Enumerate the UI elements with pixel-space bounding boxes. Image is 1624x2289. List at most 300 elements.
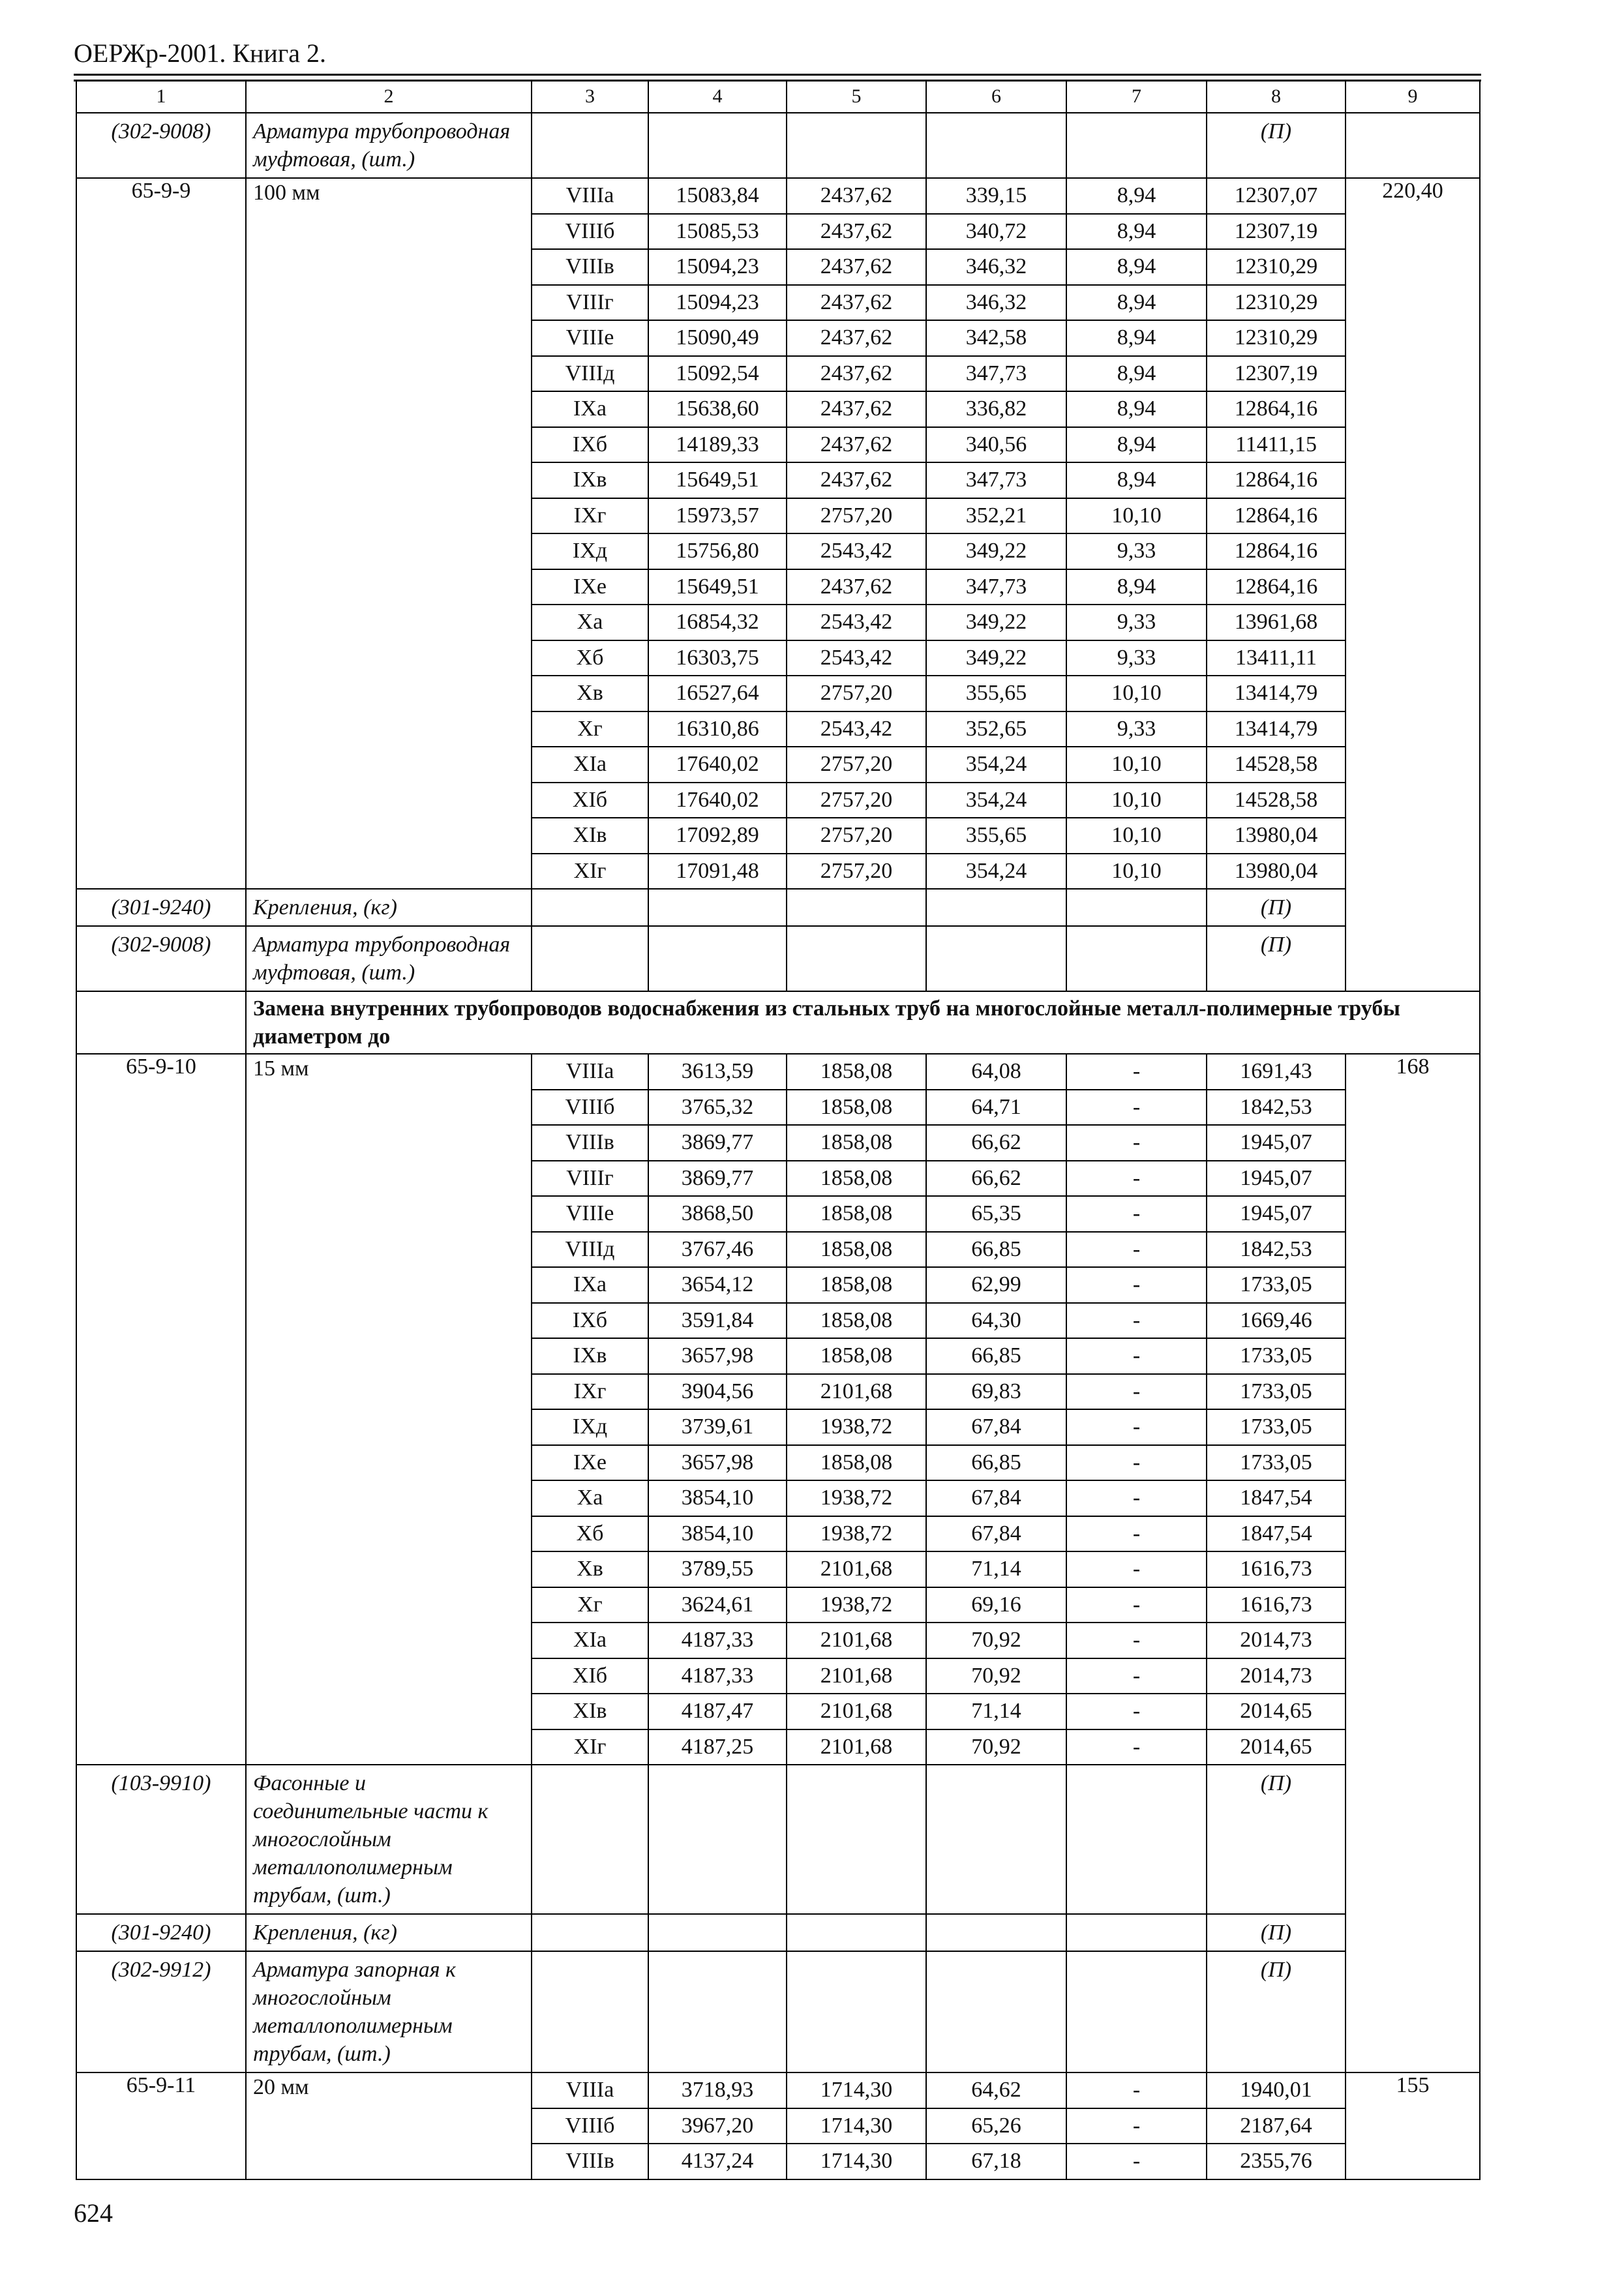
- value-col5: 2437,62: [787, 178, 926, 214]
- value-col4: 15094,23: [648, 249, 787, 285]
- value-col4: 3868,50: [648, 1196, 787, 1232]
- document-header: ОЕРЖр-2001. Книга 2.: [74, 38, 326, 68]
- zone-cell: XIв: [532, 818, 648, 854]
- value-col5: 2757,20: [787, 783, 926, 818]
- empty-cell: [648, 1951, 787, 2072]
- value-col6: 64,71: [926, 1090, 1066, 1126]
- resource-code: (301-9240): [76, 1914, 246, 1951]
- value-col7: -: [1066, 1303, 1207, 1339]
- column-number: 3: [532, 80, 648, 113]
- value-col4: 3657,98: [648, 1338, 787, 1374]
- resource-code: (103-9910): [76, 1765, 246, 1914]
- empty-cell: [532, 926, 648, 991]
- value-col6: 347,73: [926, 356, 1066, 392]
- value-col4: 4187,25: [648, 1729, 787, 1765]
- value-col6: 67,84: [926, 1480, 1066, 1516]
- value-col7: -: [1066, 1516, 1207, 1552]
- value-col5: 2437,62: [787, 462, 926, 498]
- value-col6: 66,62: [926, 1125, 1066, 1161]
- zone-cell: Xа: [532, 605, 648, 640]
- rate-name: 20 мм: [246, 2072, 532, 2179]
- value-col6: 65,35: [926, 1196, 1066, 1232]
- zone-cell: XIа: [532, 1623, 648, 1658]
- value-col5: 1858,08: [787, 1303, 926, 1339]
- rate-name: 100 мм: [246, 178, 532, 889]
- resource-mark: (П): [1207, 1951, 1346, 2072]
- value-col7: -: [1066, 1445, 1207, 1481]
- resource-row: [76, 1765, 1480, 1914]
- empty-cell: [787, 1914, 926, 1951]
- page-number: 624: [74, 2198, 113, 2228]
- value-col7: -: [1066, 1409, 1207, 1445]
- resource-name: Крепления, (кг): [246, 1914, 532, 1951]
- value-col7: 8,94: [1066, 462, 1207, 498]
- empty-cell: [1066, 1914, 1207, 1951]
- value-col7: -: [1066, 1374, 1207, 1410]
- value-col8: 12310,29: [1207, 285, 1346, 321]
- value-col4: 16310,86: [648, 711, 787, 747]
- resource-mark: (П): [1207, 889, 1346, 926]
- value-col5: 2437,62: [787, 427, 926, 463]
- resource-mark: (П): [1207, 926, 1346, 991]
- zone-cell: IXв: [532, 462, 648, 498]
- value-col5: 2543,42: [787, 711, 926, 747]
- empty-cell: [648, 1914, 787, 1951]
- value-col7: 8,94: [1066, 569, 1207, 605]
- resource-mark: (П): [1207, 1914, 1346, 1951]
- value-col7: 10,10: [1066, 676, 1207, 711]
- value-col4: 14189,33: [648, 427, 787, 463]
- value-col4: 3739,61: [648, 1409, 787, 1445]
- value-col4: 3789,55: [648, 1551, 787, 1587]
- value-col5: 2101,68: [787, 1694, 926, 1729]
- value-col8: 2014,73: [1207, 1658, 1346, 1694]
- value-col7: -: [1066, 1196, 1207, 1232]
- value-col6: 69,16: [926, 1587, 1066, 1623]
- value-col5: 2101,68: [787, 1374, 926, 1410]
- value-col4: 3657,98: [648, 1445, 787, 1481]
- value-col5: 1858,08: [787, 1196, 926, 1232]
- value-col8: 13980,04: [1207, 854, 1346, 890]
- zone-cell: XIг: [532, 854, 648, 890]
- value-col7: 8,94: [1066, 249, 1207, 285]
- zone-cell: VIIIв: [532, 249, 648, 285]
- value-col6: 66,62: [926, 1161, 1066, 1197]
- value-col5: 1858,08: [787, 1161, 926, 1197]
- value-col4: 17092,89: [648, 818, 787, 854]
- value-col8: 1945,07: [1207, 1161, 1346, 1197]
- value-col7: 10,10: [1066, 854, 1207, 890]
- value-col6: 62,99: [926, 1267, 1066, 1303]
- value-col4: 15973,57: [648, 498, 787, 534]
- empty-cell: [926, 889, 1066, 926]
- value-col8: 12864,16: [1207, 462, 1346, 498]
- zone-cell: VIIIб: [532, 1090, 648, 1126]
- value-col5: 2757,20: [787, 498, 926, 534]
- value-col4: 17091,48: [648, 854, 787, 890]
- value-col5: 1714,30: [787, 2144, 926, 2179]
- value-col8: 11411,15: [1207, 427, 1346, 463]
- value-col4: 15094,23: [648, 285, 787, 321]
- value-col4: 4187,33: [648, 1623, 787, 1658]
- zone-cell: XIа: [532, 747, 648, 783]
- zone-cell: XIг: [532, 1729, 648, 1765]
- value-col6: 71,14: [926, 1551, 1066, 1587]
- column-number: 6: [926, 80, 1066, 113]
- value-col6: 70,92: [926, 1658, 1066, 1694]
- value-col7: -: [1066, 2072, 1207, 2108]
- empty-cell: [1066, 889, 1207, 926]
- value-col6: 340,72: [926, 214, 1066, 250]
- value-col8: 1847,54: [1207, 1516, 1346, 1552]
- zone-cell: VIIIд: [532, 1232, 648, 1268]
- value-col4: 3718,93: [648, 2072, 787, 2108]
- value-col4: 15083,84: [648, 178, 787, 214]
- header-rule-top: [74, 74, 1481, 76]
- empty-cell: [926, 1951, 1066, 2072]
- zone-cell: IXе: [532, 569, 648, 605]
- value-col5: 1858,08: [787, 1445, 926, 1481]
- value-col7: -: [1066, 1338, 1207, 1374]
- value-col8: 13414,79: [1207, 711, 1346, 747]
- zone-cell: VIIIа: [532, 2072, 648, 2108]
- empty-cell: [648, 113, 787, 178]
- empty-cell: [926, 1914, 1066, 1951]
- value-col6: 67,84: [926, 1409, 1066, 1445]
- value-col5: 1938,72: [787, 1409, 926, 1445]
- value-col8: 2187,64: [1207, 2108, 1346, 2144]
- column-number-row: [76, 80, 1480, 113]
- value-col4: 3765,32: [648, 1090, 787, 1126]
- zone-cell: IXе: [532, 1445, 648, 1481]
- rate-code: 65-9-11: [76, 2072, 246, 2179]
- resource-code: (302-9912): [76, 1951, 246, 2072]
- value-col5: 2757,20: [787, 676, 926, 711]
- zone-cell: IXа: [532, 1267, 648, 1303]
- value-col6: 70,92: [926, 1729, 1066, 1765]
- value-col8: 1691,43: [1207, 1054, 1346, 1090]
- column-number: 7: [1066, 80, 1207, 113]
- value-col4: 4187,33: [648, 1658, 787, 1694]
- value-col5: 1858,08: [787, 1090, 926, 1126]
- value-col6: 66,85: [926, 1232, 1066, 1268]
- value-col5: 1938,72: [787, 1516, 926, 1552]
- empty-cell: [532, 1951, 648, 2072]
- value-col7: 10,10: [1066, 498, 1207, 534]
- column-number: 4: [648, 80, 787, 113]
- value-col6: 355,65: [926, 818, 1066, 854]
- value-col5: 2543,42: [787, 640, 926, 676]
- value-col8: 14528,58: [1207, 783, 1346, 818]
- empty-cell: [787, 1765, 926, 1914]
- value-col4: 15649,51: [648, 462, 787, 498]
- resource-code: (301-9240): [76, 889, 246, 926]
- empty-cell: [532, 1914, 648, 1951]
- value-col6: 340,56: [926, 427, 1066, 463]
- resource-code: (302-9008): [76, 926, 246, 991]
- value-col6: 346,32: [926, 249, 1066, 285]
- value-col9: 168: [1346, 1054, 1480, 2072]
- value-col4: 3854,10: [648, 1480, 787, 1516]
- value-col6: 71,14: [926, 1694, 1066, 1729]
- value-col8: 14528,58: [1207, 747, 1346, 783]
- value-col4: 17640,02: [648, 747, 787, 783]
- value-col8: 1733,05: [1207, 1374, 1346, 1410]
- empty-cell: [648, 1765, 787, 1914]
- value-col8: 1940,01: [1207, 2072, 1346, 2108]
- value-col8: 1847,54: [1207, 1480, 1346, 1516]
- zone-cell: VIIIв: [532, 1125, 648, 1161]
- empty-cell: [926, 113, 1066, 178]
- resource-mark: (П): [1207, 1765, 1346, 1914]
- value-col7: -: [1066, 1161, 1207, 1197]
- empty-cell: [648, 889, 787, 926]
- value-col7: -: [1066, 1267, 1207, 1303]
- resource-name: Крепления, (кг): [246, 889, 532, 926]
- zone-cell: Xв: [532, 676, 648, 711]
- empty-cell: [1066, 1765, 1207, 1914]
- value-col8: 12864,16: [1207, 569, 1346, 605]
- value-col7: -: [1066, 1054, 1207, 1090]
- zone-cell: VIIIа: [532, 1054, 648, 1090]
- value-col4: 16854,32: [648, 605, 787, 640]
- value-col8: 1733,05: [1207, 1338, 1346, 1374]
- rate-row: [76, 1054, 1480, 1090]
- value-col8: 12310,29: [1207, 320, 1346, 356]
- value-col4: 4187,47: [648, 1694, 787, 1729]
- rate-row: [76, 178, 1480, 214]
- value-col4: 15085,53: [648, 214, 787, 250]
- value-col7: 9,33: [1066, 711, 1207, 747]
- value-col8: 12864,16: [1207, 533, 1346, 569]
- resource-name: Арматура трубопроводная муфтовая, (шт.): [246, 113, 532, 178]
- empty-cell: [532, 113, 648, 178]
- value-col5: 1714,30: [787, 2108, 926, 2144]
- resource-name: Арматура запорная к многослойным металлополимерным трубам, (шт.): [246, 1951, 532, 2072]
- value-col7: 8,94: [1066, 320, 1207, 356]
- value-col7: 10,10: [1066, 818, 1207, 854]
- zone-cell: VIIIг: [532, 285, 648, 321]
- value-col6: 70,92: [926, 1623, 1066, 1658]
- resource-code: (302-9008): [76, 113, 246, 178]
- value-col4: 3613,59: [648, 1054, 787, 1090]
- resource-name: Арматура трубопроводная муфтовая, (шт.): [246, 926, 532, 991]
- zone-cell: IXг: [532, 498, 648, 534]
- value-col7: 8,94: [1066, 285, 1207, 321]
- value-col6: 352,21: [926, 498, 1066, 534]
- zone-cell: Xа: [532, 1480, 648, 1516]
- resource-row: [76, 926, 1480, 991]
- value-col6: 66,85: [926, 1445, 1066, 1481]
- value-col7: -: [1066, 1232, 1207, 1268]
- value-col4: 15090,49: [648, 320, 787, 356]
- zone-cell: IXб: [532, 1303, 648, 1339]
- value-col8: 13961,68: [1207, 605, 1346, 640]
- value-col4: 3591,84: [648, 1303, 787, 1339]
- value-col7: -: [1066, 1480, 1207, 1516]
- value-col7: -: [1066, 1623, 1207, 1658]
- empty-cell: [787, 1951, 926, 2072]
- value-col7: 8,94: [1066, 427, 1207, 463]
- resource-name: Фасонные и соединительные части к многослойным металлополимерным трубам, (шт.): [246, 1765, 532, 1914]
- value-col7: -: [1066, 1694, 1207, 1729]
- value-col8: 1945,07: [1207, 1125, 1346, 1161]
- value-col6: 67,18: [926, 2144, 1066, 2179]
- value-col7: 8,94: [1066, 214, 1207, 250]
- column-number: 8: [1207, 80, 1346, 113]
- value-col5: 2543,42: [787, 605, 926, 640]
- value-col6: 352,65: [926, 711, 1066, 747]
- zone-cell: XIб: [532, 1658, 648, 1694]
- zone-cell: XIв: [532, 1694, 648, 1729]
- zone-cell: VIIIд: [532, 356, 648, 392]
- value-col6: 354,24: [926, 747, 1066, 783]
- value-col8: 12864,16: [1207, 391, 1346, 427]
- zone-cell: IXв: [532, 1338, 648, 1374]
- zone-cell: IXг: [532, 1374, 648, 1410]
- value-col5: 1858,08: [787, 1232, 926, 1268]
- value-col4: 4137,24: [648, 2144, 787, 2179]
- value-col6: 65,26: [926, 2108, 1066, 2144]
- value-col8: 13411,11: [1207, 640, 1346, 676]
- value-col6: 336,82: [926, 391, 1066, 427]
- value-col5: 2101,68: [787, 1729, 926, 1765]
- value-col6: 69,83: [926, 1374, 1066, 1410]
- value-col7: -: [1066, 1729, 1207, 1765]
- value-col8: 2355,76: [1207, 2144, 1346, 2179]
- zone-cell: IXд: [532, 533, 648, 569]
- continuation-row: [76, 113, 1480, 178]
- zone-cell: VIIIв: [532, 2144, 648, 2179]
- value-col8: 13980,04: [1207, 818, 1346, 854]
- empty-cell: [1066, 926, 1207, 991]
- value-col6: 66,85: [926, 1338, 1066, 1374]
- column-number: 1: [76, 80, 246, 113]
- value-col9: 220,40: [1346, 178, 1480, 991]
- resource-row: [76, 1951, 1480, 2072]
- value-col6: 64,08: [926, 1054, 1066, 1090]
- value-col7: -: [1066, 1551, 1207, 1587]
- empty-cell: [926, 1765, 1066, 1914]
- value-col6: 347,73: [926, 462, 1066, 498]
- value-col7: 9,33: [1066, 533, 1207, 569]
- resource-row: [76, 889, 1480, 926]
- value-col8: 1669,46: [1207, 1303, 1346, 1339]
- resource-mark: (П): [1207, 113, 1346, 178]
- resource-row: [76, 1914, 1480, 1951]
- empty-cell: [76, 991, 246, 1054]
- value-col8: 13414,79: [1207, 676, 1346, 711]
- value-col5: 1938,72: [787, 1587, 926, 1623]
- value-col6: 67,84: [926, 1516, 1066, 1552]
- value-col8: 2014,65: [1207, 1729, 1346, 1765]
- value-col6: 349,22: [926, 640, 1066, 676]
- column-number: 2: [246, 80, 532, 113]
- value-col8: 12310,29: [1207, 249, 1346, 285]
- value-col4: 17640,02: [648, 783, 787, 818]
- zone-cell: VIIIб: [532, 2108, 648, 2144]
- value-col8: 1616,73: [1207, 1587, 1346, 1623]
- value-col6: 354,24: [926, 854, 1066, 890]
- zone-cell: VIIIг: [532, 1161, 648, 1197]
- value-col9: 155: [1346, 2072, 1480, 2179]
- value-col5: 2757,20: [787, 854, 926, 890]
- zone-cell: VIIIе: [532, 320, 648, 356]
- value-col4: 15638,60: [648, 391, 787, 427]
- value-col7: -: [1066, 1090, 1207, 1126]
- value-col4: 3654,12: [648, 1267, 787, 1303]
- value-col4: 3767,46: [648, 1232, 787, 1268]
- zone-cell: VIIIе: [532, 1196, 648, 1232]
- value-col4: 3967,20: [648, 2108, 787, 2144]
- value-col5: 1714,30: [787, 2072, 926, 2108]
- value-col5: 2437,62: [787, 285, 926, 321]
- value-col5: 2101,68: [787, 1623, 926, 1658]
- value-col7: -: [1066, 2108, 1207, 2144]
- value-col4: 15756,80: [648, 533, 787, 569]
- empty-cell: [532, 1765, 648, 1914]
- zone-cell: VIIIа: [532, 178, 648, 214]
- value-col8: 12307,19: [1207, 214, 1346, 250]
- empty-cell: [926, 926, 1066, 991]
- value-col7: 9,33: [1066, 640, 1207, 676]
- rate-code: 65-9-9: [76, 178, 246, 889]
- rate-row: [76, 2072, 1480, 2108]
- value-col4: 3869,77: [648, 1125, 787, 1161]
- rate-code: 65-9-10: [76, 1054, 246, 1765]
- value-col7: 8,94: [1066, 356, 1207, 392]
- value-col8: 12307,19: [1207, 356, 1346, 392]
- value-col4: 3869,77: [648, 1161, 787, 1197]
- zone-cell: XIб: [532, 783, 648, 818]
- zone-cell: IXа: [532, 391, 648, 427]
- value-col7: 10,10: [1066, 783, 1207, 818]
- zone-cell: IXб: [532, 427, 648, 463]
- value-col5: 2437,62: [787, 569, 926, 605]
- section-title: Замена внутренних трубопроводов водоснабжения из стальных труб на многослойные металл-полимерные трубы диаметром до: [246, 991, 1480, 1054]
- value-col7: -: [1066, 2144, 1207, 2179]
- value-col8: 1733,05: [1207, 1409, 1346, 1445]
- value-col5: 2101,68: [787, 1551, 926, 1587]
- value-col4: 3904,56: [648, 1374, 787, 1410]
- zone-cell: IXд: [532, 1409, 648, 1445]
- value-col5: 1858,08: [787, 1054, 926, 1090]
- value-col8: 1842,53: [1207, 1090, 1346, 1126]
- value-col5: 2437,62: [787, 214, 926, 250]
- empty-cell: [1066, 113, 1207, 178]
- value-col8: 2014,73: [1207, 1623, 1346, 1658]
- value-col5: 2757,20: [787, 818, 926, 854]
- section-row: [76, 991, 1480, 1054]
- value-col5: 2101,68: [787, 1658, 926, 1694]
- zone-cell: VIIIб: [532, 214, 648, 250]
- value-col5: 1858,08: [787, 1125, 926, 1161]
- value-col7: 8,94: [1066, 178, 1207, 214]
- value-col6: 339,15: [926, 178, 1066, 214]
- value-col8: 1616,73: [1207, 1551, 1346, 1587]
- value-col7: -: [1066, 1658, 1207, 1694]
- empty-cell: [648, 926, 787, 991]
- value-col5: 1858,08: [787, 1267, 926, 1303]
- value-col6: 354,24: [926, 783, 1066, 818]
- empty-cell: [787, 926, 926, 991]
- value-col8: 12864,16: [1207, 498, 1346, 534]
- value-col5: 2437,62: [787, 320, 926, 356]
- value-col4: 15092,54: [648, 356, 787, 392]
- value-col5: 1858,08: [787, 1338, 926, 1374]
- empty-cell: [532, 889, 648, 926]
- zone-cell: Xб: [532, 1516, 648, 1552]
